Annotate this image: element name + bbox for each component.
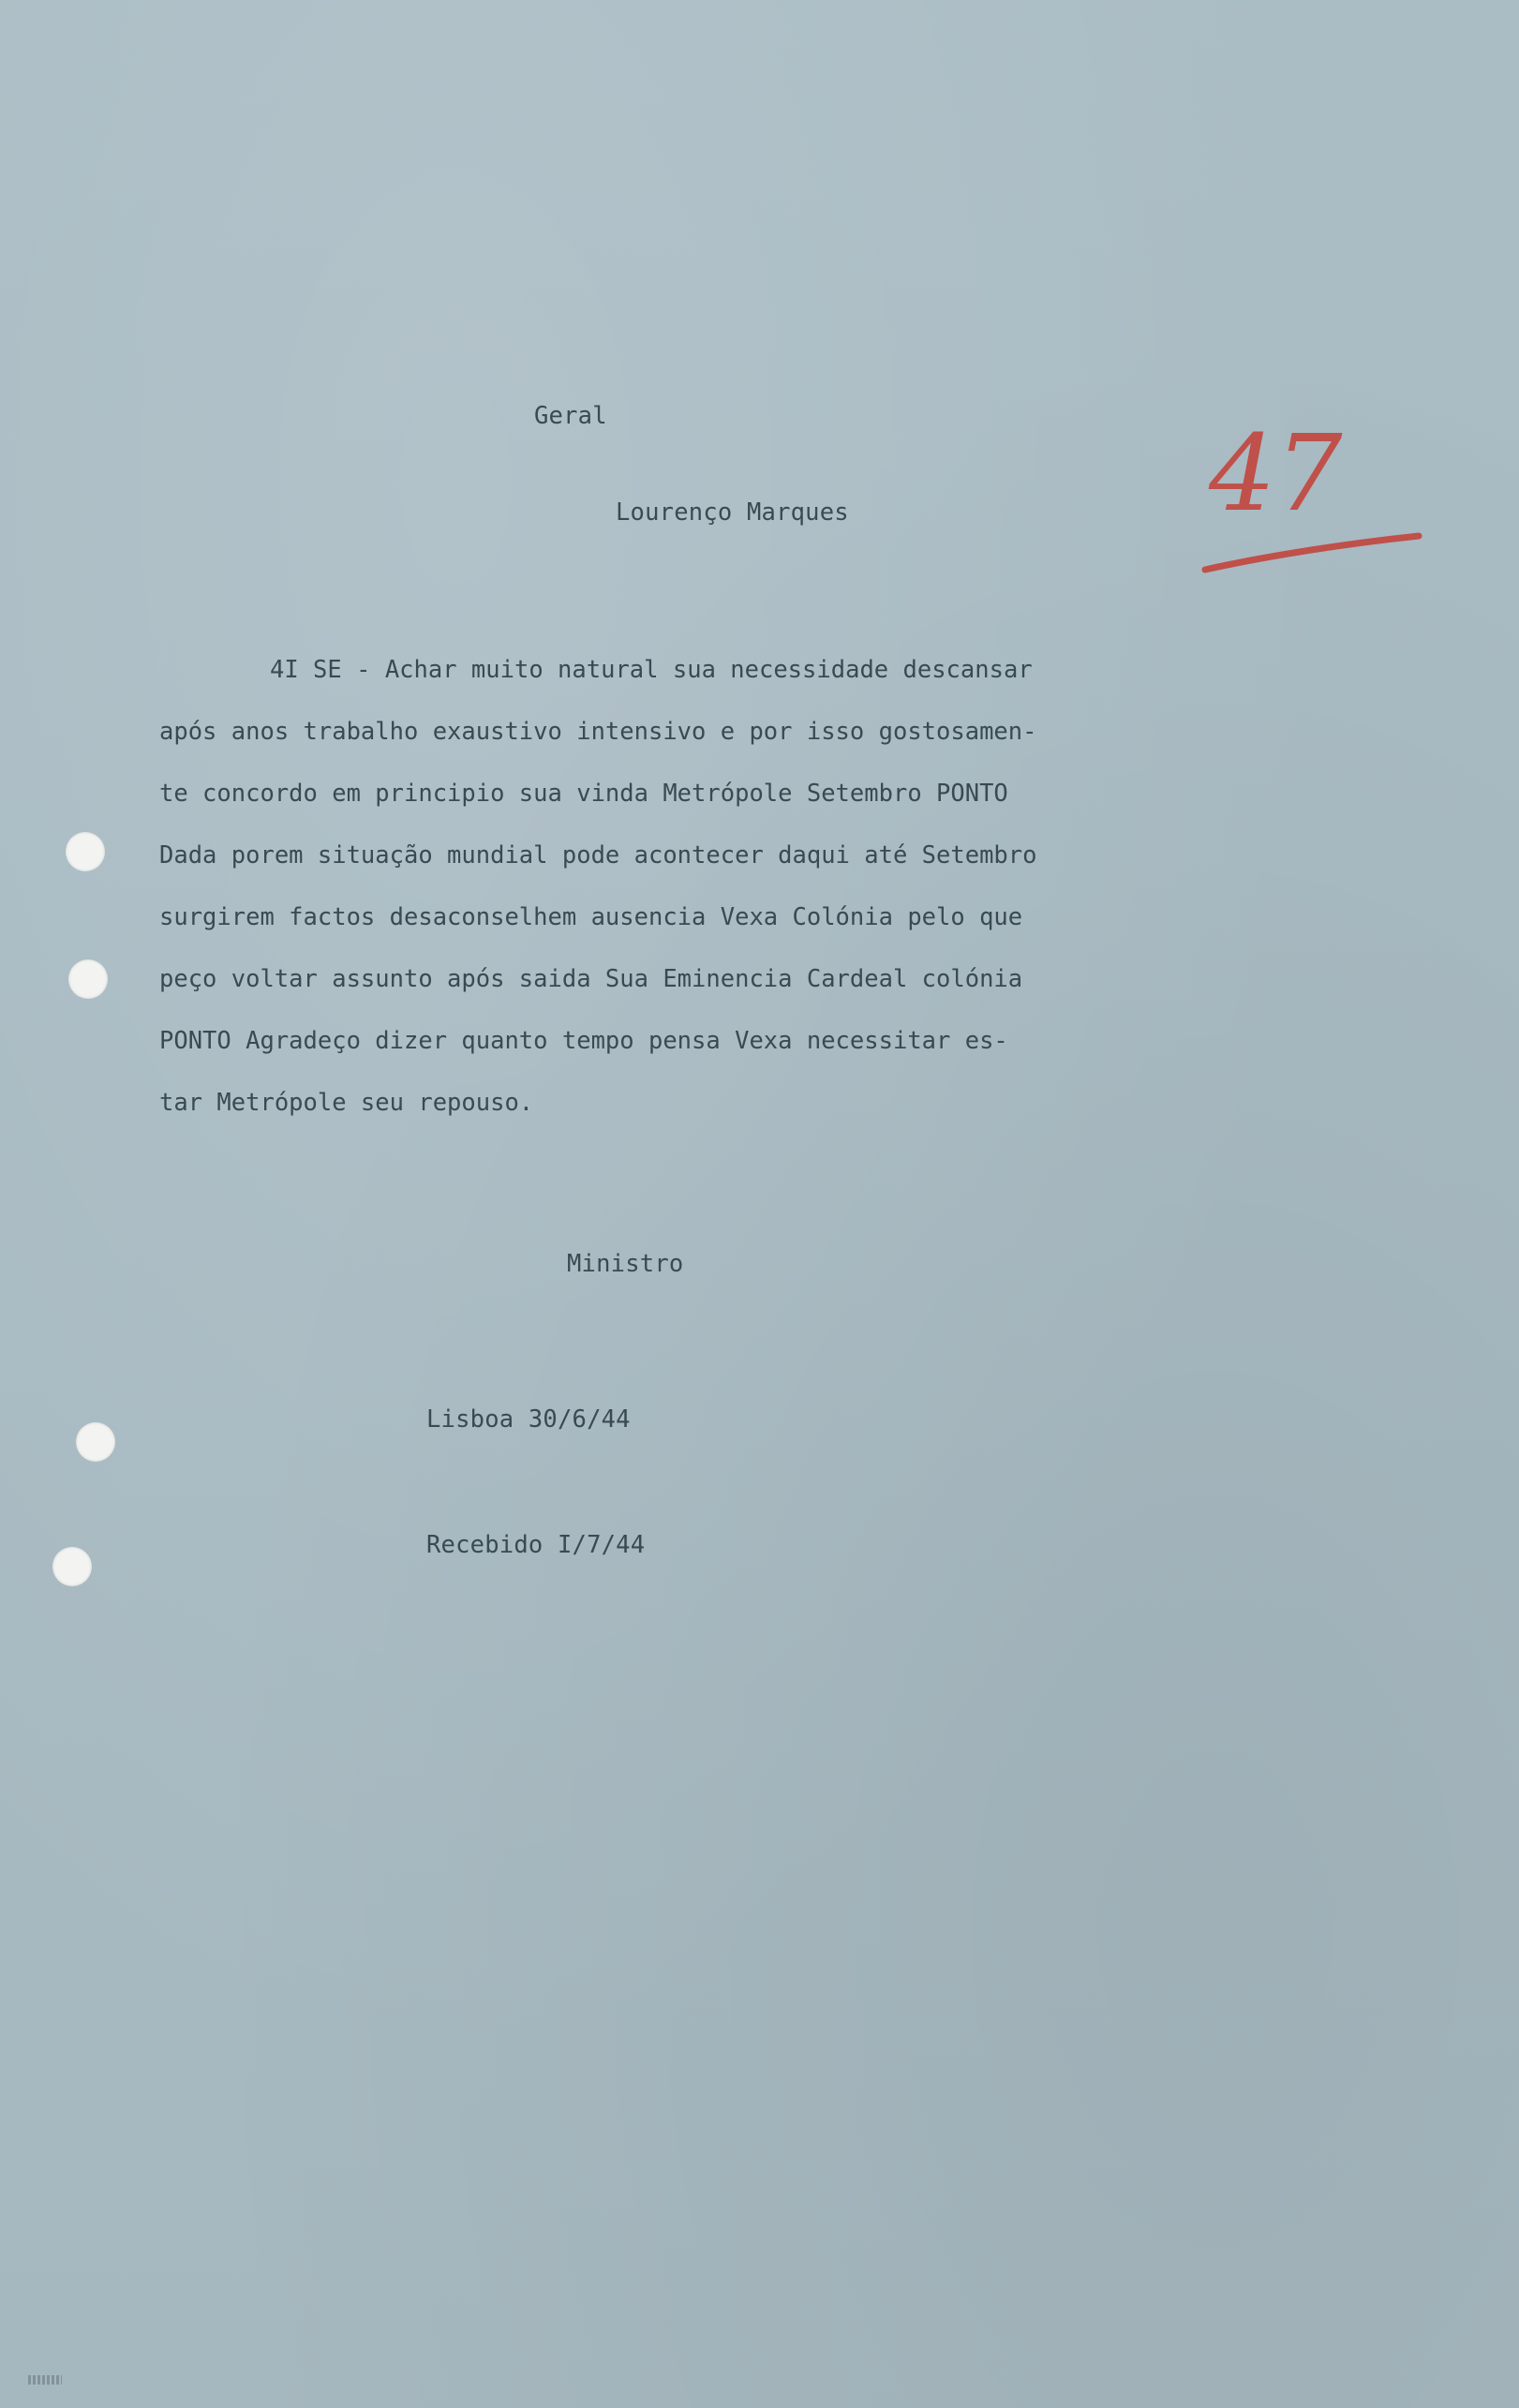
- destination-line: Lourenço Marques: [616, 498, 849, 527]
- folio-number: 47: [1209, 413, 1343, 535]
- body-line: após anos trabalho exaustivo intensivo e por isso gostosamen-: [159, 718, 1037, 746]
- punch-hole: [76, 1422, 115, 1462]
- body-line: tar Metrópole seu repouso.: [159, 1089, 534, 1117]
- telegram-body: [159, 654, 1153, 1149]
- place-date-line: Lisboa 30/6/44: [426, 1405, 631, 1434]
- punch-hole: [52, 1547, 92, 1586]
- body-line: surgirem factos desaconselhem ausencia Vexa Colónia pelo que: [159, 903, 1023, 931]
- body-line: PONTO Agradeço dizer quanto tempo pensa Vexa necessitar es-: [159, 1027, 1008, 1055]
- punch-hole: [66, 832, 105, 871]
- folio-underline-icon: [1199, 525, 1424, 581]
- received-date-line: Recebido I/7/44: [426, 1531, 646, 1559]
- body-line: te concordo em principio sua vinda Metrópole Setembro PONTO: [159, 780, 1008, 808]
- body-line: peço voltar assunto após saida Sua Eminencia Cardeal colónia: [159, 965, 1023, 993]
- signature-line: Ministro: [567, 1250, 684, 1278]
- folio-number-annotation: [1199, 413, 1424, 609]
- punch-hole: [68, 959, 108, 999]
- body-line: 4I SE - Achar muito natural sua necessidade descansar: [270, 656, 1033, 684]
- edge-wear-mark: [28, 2375, 62, 2385]
- body-line: Dada porem situação mundial pode acontecer daqui até Setembro: [159, 841, 1037, 870]
- document-heading: Geral: [534, 402, 607, 430]
